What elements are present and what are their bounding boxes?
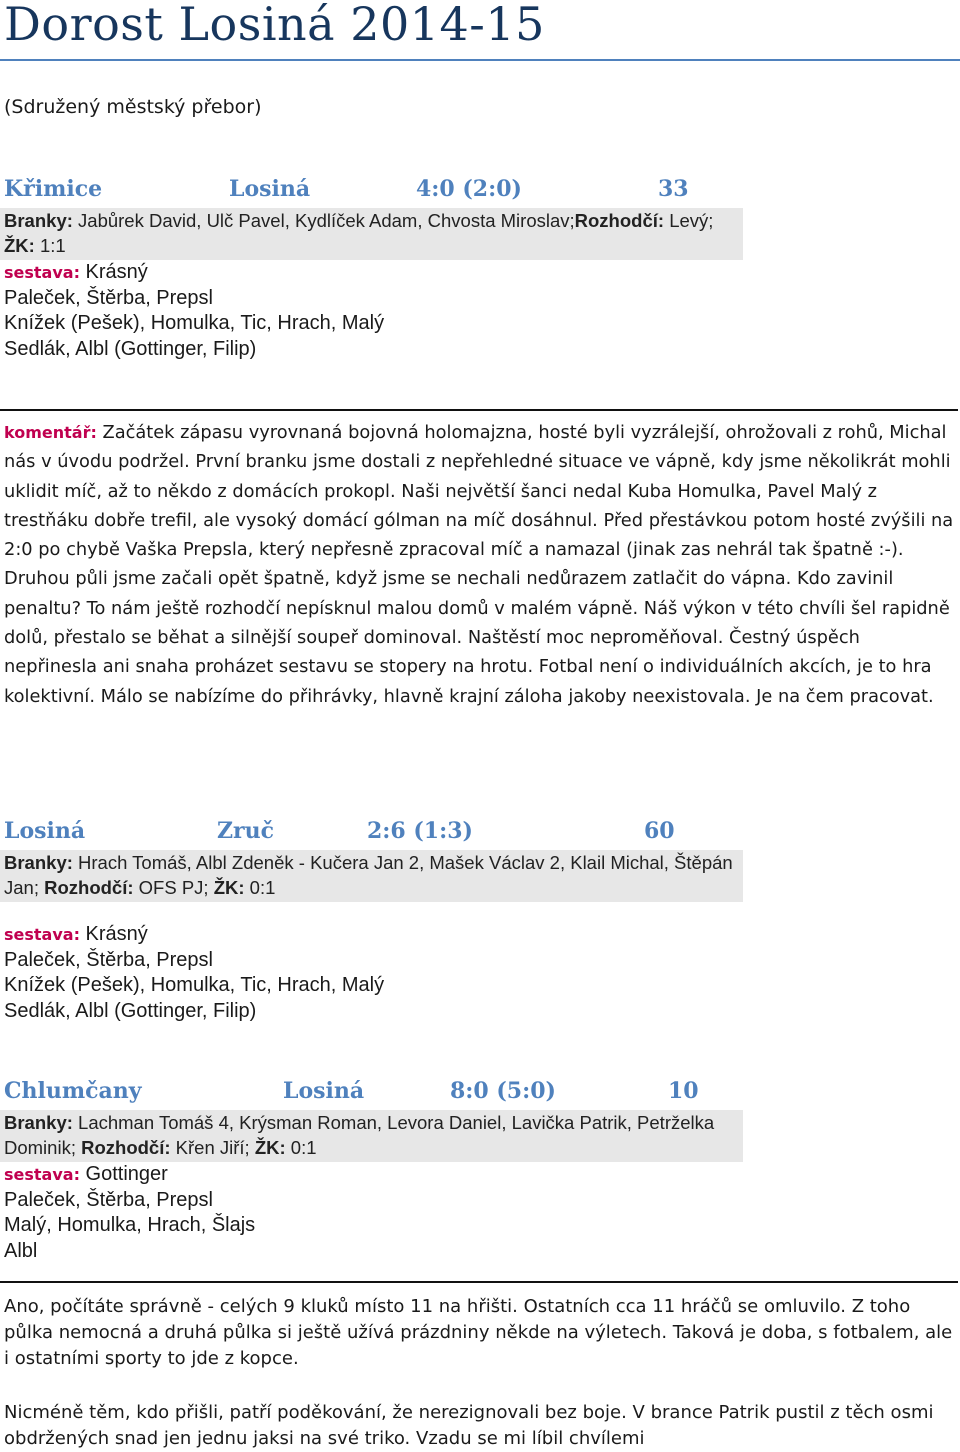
- match-3: [0, 1074, 960, 1264]
- score: 8:0 (5:0): [450, 1078, 556, 1104]
- away-team: Losiná: [229, 176, 311, 202]
- lineup-line: Sedlák, Albl (Gottinger, Filip): [4, 999, 257, 1022]
- cards-label: ŽK:: [254, 1136, 286, 1158]
- scorers: Lachman Tomáš 4, Krýsman Roman, Levora Daniel, Lavička Patrik, Petrželka Dominik;: [4, 1112, 715, 1158]
- match-info: [0, 208, 743, 260]
- match-header: [0, 814, 960, 848]
- match-comment: [4, 418, 956, 711]
- score: 2:6 (1:3): [367, 818, 473, 844]
- title-underline: [0, 59, 960, 61]
- scorers-label: Branky:: [4, 852, 73, 873]
- match-header: [0, 1074, 960, 1108]
- section-divider: [0, 409, 958, 411]
- lineup-line: [4, 922, 960, 948]
- lineup-line: Paleček, Štěrba, Prepsl: [4, 286, 213, 309]
- match-info: [0, 1110, 743, 1162]
- lineup-label: sestava:: [4, 1165, 80, 1184]
- referee: Křen Jiří;: [175, 1136, 250, 1158]
- lineup-line: [4, 260, 960, 286]
- referee: OFS PJ;: [138, 876, 209, 898]
- score: 4:0 (2:0): [416, 176, 522, 202]
- goalkeeper: Krásný: [85, 923, 148, 945]
- section-divider: [0, 1281, 958, 1283]
- lineup-line: Malý, Homulka, Hrach, Šlajs: [4, 1214, 256, 1236]
- lineup-line: Albl: [4, 1239, 38, 1262]
- page-title: Dorost Losiná 2014-15: [4, 0, 545, 51]
- home-team: Křimice: [4, 176, 103, 202]
- scorers: Hrach Tomáš, Albl Zdeněk - Kučera Jan 2, Mašek Václav 2, Klail Michal, Štěpán Jan;: [4, 852, 733, 898]
- referee: Levý;: [669, 210, 714, 231]
- match-2: [0, 814, 960, 1024]
- lineup-line: Paleček, Štěrba, Prepsl: [4, 948, 213, 971]
- match-1: [0, 172, 960, 362]
- scorers: Jabůrek David, Ulč Pavel, Kydlíček Adam, Chvosta Miroslav;: [78, 210, 575, 231]
- match-comment-paragraph: Ano, počítáte správně - celých 9 kluků místo 11 na hřišti. Ostatních cca 11 hráčů se omluvilo. Z toho půlka nemocná a druhá půlka si ještě užívá prázdniny někde na výletech. Taková je doba, s fotbalem, ale i ostatními sporty to jde z kopce.: [4, 1296, 953, 1369]
- comment-label: komentář:: [4, 423, 97, 442]
- away-team: Losiná: [283, 1078, 365, 1104]
- lineup: [0, 260, 960, 362]
- match-header: [0, 172, 960, 206]
- comment-text: Začátek zápasu vyrovnaná bojovná holomajzna, hosté byli vyzrálejší, ohrožovali z rohů, Michal nás v úvodu podržel. První branku jsme dostali z nepřehledné situace ve vápně, kdy jsme několikrát mohli uklidit míč, až to někdo z domácích prokopl. Naši největší šanci nedal Kuba Homulka, Pavel Malý z trestňáku dobře trefil, ale vysoký domácí gólman na míč dosáhnul. Před přestávkou potom hosté zvýšili na 2:0 po chybě Vaška Prepsla, který nepřesně zpracoval míč a namazal (jinak zas nehrál tak špatně :-). Druhou půli jsme začali opět špatně, když jsme se nechali nedůrazem zatlačit do vápna. Kdo zavinil penaltu? To nám ještě rozhodčí nepísknul malou domů v malém vápně. Náš výkon v této chvíli šel rapidně dolů, přestalo se běhat a silnější soupeř dominoval. Naštěstí moc neproměňoval. Čestný úspěch nepřinesla ani snaha proházet sestavu se stopery na hrotu. Fotbal není o individuálních akcích, je to hra kolektivní. Málo se nabízíme do přihrávky, hlavně krajní záloha jakoby neexistovala. Je na čem pracovat.: [4, 422, 954, 707]
- away-team: Zruč: [217, 818, 275, 844]
- spectators: 10: [668, 1078, 699, 1104]
- referee-label: Rozhodčí:: [81, 1136, 171, 1158]
- match-comment-paragraph: Nicméně těm, kdo přišli, patří poděkování, že nerezignovali bez boje. V brance Patrik pustil z těch osmi obdržených snad jen jednu jaksi na své triko. Vzadu se mi líbil chvílemi: [4, 1402, 934, 1449]
- scorers-label: Branky:: [4, 1112, 73, 1133]
- goalkeeper: Gottinger: [85, 1163, 168, 1185]
- goalkeeper: Krásný: [85, 261, 148, 283]
- lineup-label: sestava:: [4, 263, 80, 282]
- home-team: Chlumčany: [4, 1078, 142, 1104]
- match-info: [0, 850, 743, 902]
- lineup-line: Knížek (Pešek), Homulka, Tic, Hrach, Malý: [4, 974, 385, 996]
- lineup-line: [4, 1162, 960, 1188]
- lineup: [0, 922, 960, 1024]
- home-team: Losiná: [4, 818, 86, 844]
- cards: 1:1: [39, 234, 66, 256]
- referee-label: Rozhodčí:: [574, 210, 665, 231]
- lineup-label: sestava:: [4, 925, 80, 944]
- referee-label: Rozhodčí:: [44, 876, 134, 898]
- page-subtitle: (Sdružený městský přebor): [4, 96, 262, 118]
- lineup-line: Knížek (Pešek), Homulka, Tic, Hrach, Malý: [4, 312, 385, 334]
- lineup-line: Sedlák, Albl (Gottinger, Filip): [4, 337, 257, 360]
- lineup-line: Paleček, Štěrba, Prepsl: [4, 1188, 213, 1211]
- spectators: 60: [644, 818, 675, 844]
- cards: 0:1: [249, 876, 276, 898]
- scorers-label: Branky:: [4, 210, 73, 231]
- cards-label: ŽK:: [213, 876, 245, 898]
- spectators: 33: [658, 176, 689, 202]
- cards: 0:1: [290, 1136, 317, 1158]
- lineup: [0, 1162, 960, 1264]
- cards-label: ŽK:: [4, 234, 35, 256]
